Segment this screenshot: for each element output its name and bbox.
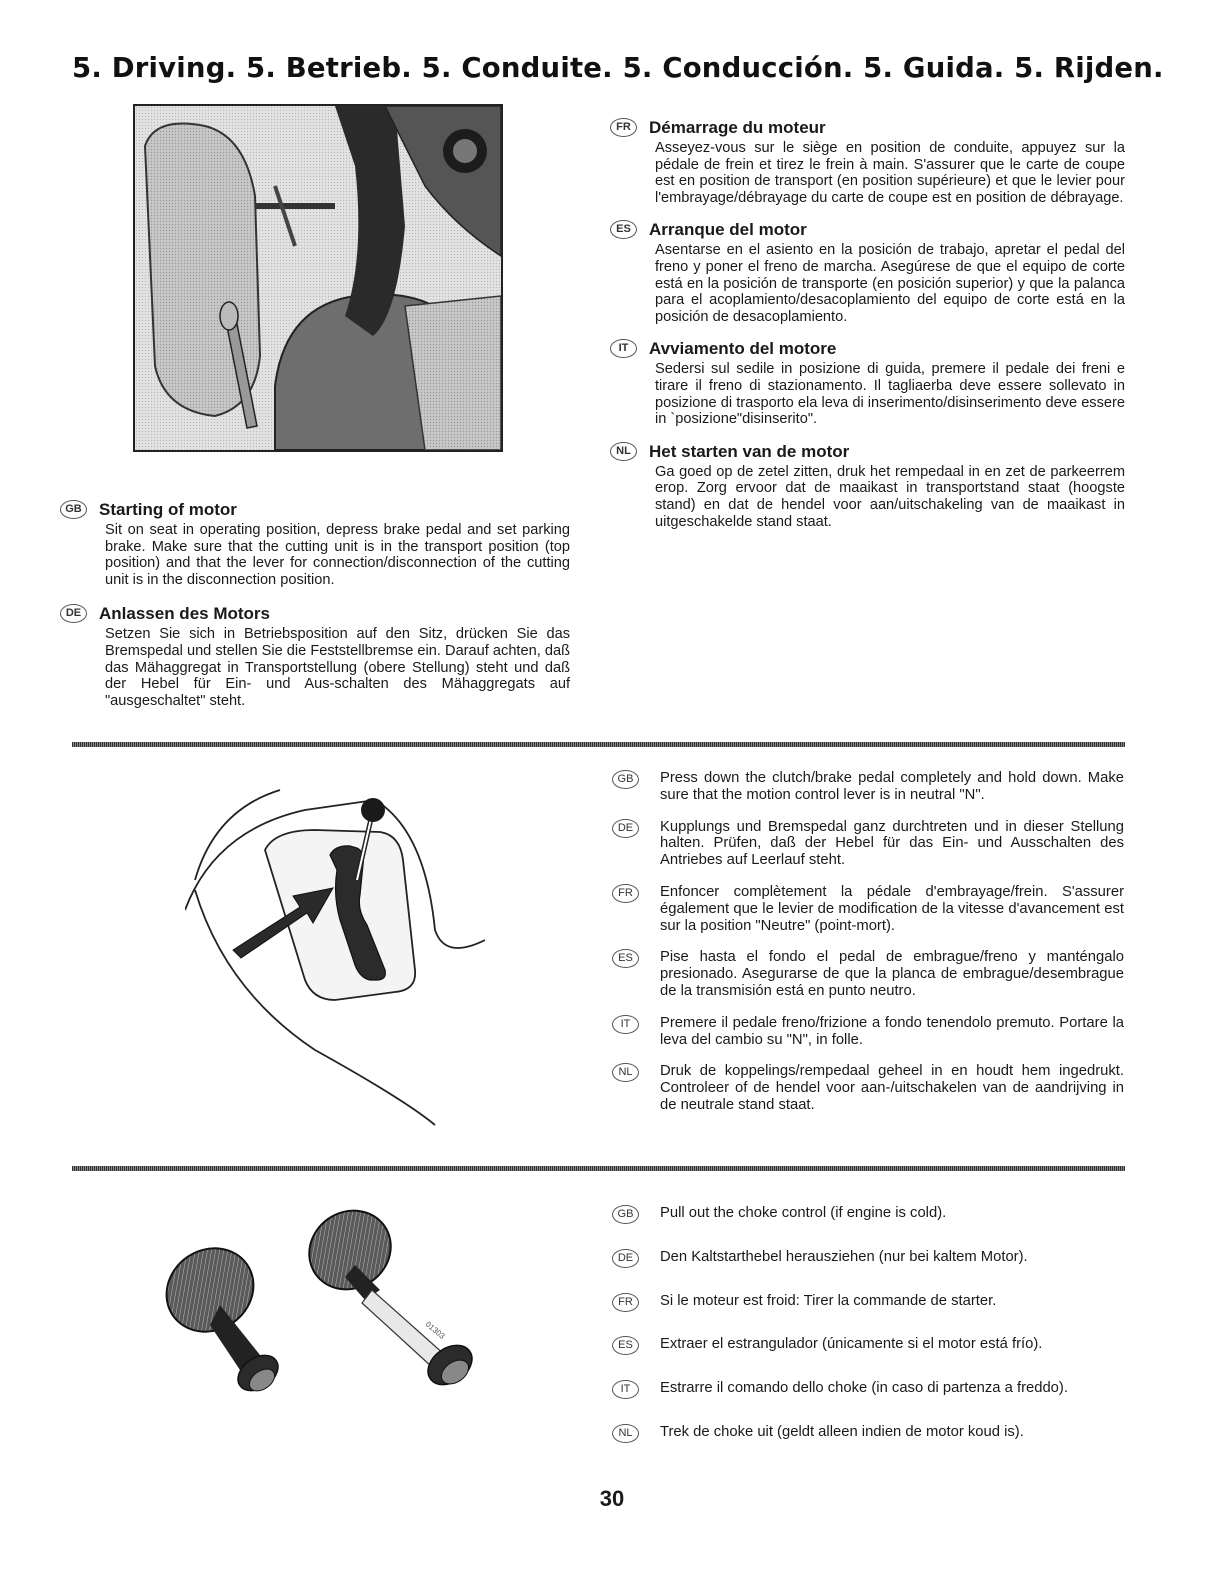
section-body: Ga goed op de zetel zitten, druk het rempedaal in en zet de parkeerrem erop. Zorg ervoor dat de maaikast in transportstand staat (hoogste stand) en dat de hendel voor aan/uitschakeling van de maaikast in uitgeschakelde stand staat. [655, 463, 1125, 530]
motion-control-lever-illustration [185, 770, 485, 1130]
section-heading: Het starten van de motor [649, 441, 850, 461]
instruction-row [612, 884, 1124, 934]
instruction-text: Pise hasta el fondo el pedal de embrague/freno y manténgalo presionado. Asegurarse de que la planca de embrague/desembrague de la transmisión está en punto neutro. [660, 949, 1124, 999]
lang-badge: FR [612, 1293, 639, 1312]
instruction-row [612, 1205, 1124, 1222]
lang-badge: IT [612, 1380, 639, 1399]
section-body: Asseyez-vous sur le siège en position de conduite, appuyez sur la pédale de frein et tirez le frein à main. S'assurer que le carte de coupe est en position de transport (en position supérieure) et que le levier pour l'embrayage/débrayage du carte de coupe est en position de débrayage. [655, 140, 1125, 206]
lang-badge: NL [610, 442, 637, 461]
instruction-row [612, 1249, 1124, 1266]
instruction-row [612, 770, 1124, 804]
section-heading: Avviamento del motore [649, 339, 837, 359]
choke-instructions [612, 1205, 1124, 1441]
section-it-starting [610, 339, 1125, 427]
page-title: 5. Driving. 5. Betrieb. 5. Conduite. 5. Conducción. 5. Guida. 5. Rijden. [72, 52, 1164, 84]
lang-badge: IT [612, 1015, 639, 1034]
section-gb-starting [60, 500, 570, 588]
lang-badge: NL [612, 1063, 639, 1082]
lang-badge: IT [610, 339, 637, 358]
lang-badge: FR [612, 884, 639, 903]
lang-badge: NL [612, 1424, 639, 1443]
lang-badge: ES [610, 220, 637, 239]
instruction-text: Den Kaltstarthebel herausziehen (nur bei kaltem Motor). [660, 1248, 1028, 1265]
section-de-starting [60, 604, 570, 709]
page-number: 30 [599, 1486, 625, 1511]
section-fr-starting [610, 118, 1125, 206]
section-body: Sit on seat in operating position, depress brake pedal and set parking brake. Make sure that the cutting unit is in the transport position (top position) and that the lever for connection/disconnection of the cutting unit is in the disconnection position. [105, 522, 570, 588]
instruction-row [612, 1293, 1124, 1310]
section-heading: Démarrage du moteur [649, 118, 826, 137]
figure-code: 01303 [423, 1319, 447, 1341]
instruction-text: Enfoncer complètement la pédale d'embrayage/frein. S'assurer également que le levier de modification de la vitesse d'avancement est sur la position "Neutre" (point-mort). [660, 883, 1124, 934]
tractor-seat-illustration [133, 104, 503, 452]
instruction-row [612, 1424, 1124, 1441]
instruction-text: Pull out the choke control (if engine is cold). [660, 1205, 947, 1221]
lang-badge: GB [60, 500, 87, 519]
instruction-row [612, 1063, 1124, 1113]
section-heading: Anlassen des Motors [99, 604, 270, 624]
instruction-text: Press down the clutch/brake pedal completely and hold down. Make sure that the motion control lever is in neutral "N". [660, 770, 1124, 803]
lang-badge: DE [60, 604, 87, 623]
clutch-instructions [612, 770, 1124, 1114]
instruction-text: Druk de koppelings/rempedaal geheel in en houdt hem ingedrukt. Controleer of de hendel voor aan-/uitschakelen van de aandrijving in de neutrale stand staat. [660, 1063, 1124, 1113]
instruction-row [612, 1380, 1124, 1397]
instruction-row [612, 949, 1124, 999]
instruction-text: Estrarre il comando dello choke (in caso di partenza a freddo). [660, 1380, 1068, 1397]
instruction-row [612, 819, 1124, 869]
lang-badge: GB [612, 1205, 639, 1224]
divider-rule [72, 1166, 1125, 1171]
section-body: Asentarse en el asiento en la posición de trabajo, apretar el pedal del freno y poner el freno de marcha. Asegúrese de que el equipo de corte está en la posición de transporte (en posición superior) y que la palanca para el acoplamiento/desacoplamiento del equipo de corte está en la posición de desacoplamiento. [655, 242, 1125, 325]
instruction-row [612, 1015, 1124, 1049]
instruction-text: Trek de choke uit (geldt alleen indien de motor koud is). [660, 1423, 1024, 1440]
top-right-sections [610, 118, 1125, 530]
section-body: Sedersi sul sedile in posizione di guida, premere il pedale dei freni e tirare il freno di stazionamento. Il tagliaerba deve essere sollevato in posizione di trasporto ela leva di inserimento/disinserimento deve essere in `posizione"disinserito". [655, 361, 1125, 428]
section-heading: Arranque del motor [649, 220, 807, 240]
lang-badge: DE [612, 819, 639, 838]
lang-badge: ES [612, 949, 639, 968]
section-body: Setzen Sie sich in Betriebsposition auf den Sitz, drücken Sie das Bremspedal und stellen Sie die Feststellbremse ein. Darauf achten, daß das Mähaggregat in Transportstellung (obere Stellung) steht und daß der Hebel für Ein- und Aus-schalten des Mähaggregats auf "ausgeschaltet" steht. [105, 626, 570, 709]
instruction-text: Kupplungs und Bremspedal ganz durchtreten und in dieser Stellung halten. Prüfen, daß der Hebel für das Ein- und Ausschalten des Antriebes auf Leerlauf steht. [660, 818, 1124, 869]
lang-badge: ES [612, 1336, 639, 1355]
section-es-starting [610, 220, 1125, 325]
instruction-row [612, 1336, 1124, 1353]
choke-control-illustration [150, 1195, 510, 1425]
lang-badge: DE [612, 1249, 639, 1268]
lang-badge: GB [612, 770, 639, 789]
section-nl-starting [610, 442, 1125, 530]
instruction-text: Extraer el estrangulador (únicamente si el motor está frío). [660, 1336, 1043, 1353]
section-heading: Starting of motor [99, 500, 237, 519]
divider-rule [72, 742, 1125, 747]
instruction-text: Si le moteur est froid: Tirer la commande de starter. [660, 1292, 997, 1309]
instruction-text: Premere il pedale freno/frizione a fondo tenendolo premuto. Portare la leva del cambio su "N", in folle. [660, 1014, 1124, 1048]
lang-badge: FR [610, 118, 637, 137]
top-left-sections [60, 500, 570, 709]
